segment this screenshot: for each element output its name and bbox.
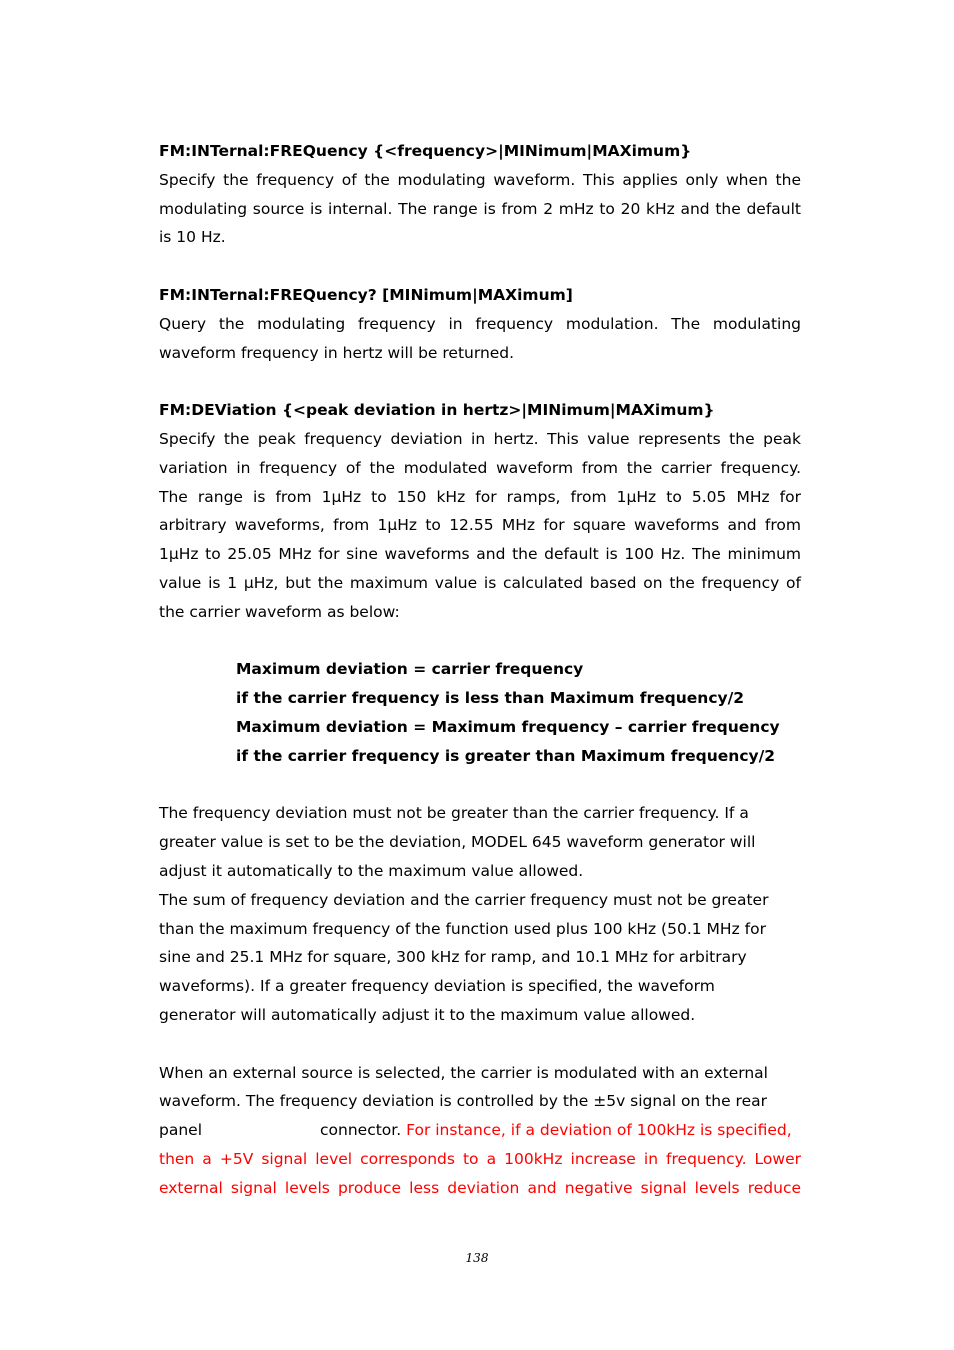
body-text: connector. <box>320 1121 402 1140</box>
body-line: The sum of frequency deviation and the carrier frequency must not be greater <box>159 890 769 909</box>
formula-line: Maximum deviation = Maximum frequency – carrier frequency <box>236 717 780 736</box>
body-line: waveform. The frequency deviation is controlled by the ±5v signal on the rear <box>159 1092 767 1111</box>
highlighted-line: external signal levels produce less deviation and negative signal levels reduce <box>159 1178 801 1197</box>
body-line-mixed <box>159 1116 801 1145</box>
command-heading: FM:DEViation {<peak deviation in hertz>|MINimum|MAXimum} <box>159 401 715 420</box>
body-line: 1μHz to 25.05 MHz for sine waveforms and the default is 100 Hz. The minimum <box>159 545 801 564</box>
body-line: modulating source is internal. The range is from 2 mHz to 20 kHz and the default <box>159 199 801 218</box>
command-heading: FM:INTernal:FREQuency? [MINimum|MAXimum] <box>159 285 573 304</box>
formula-line: Maximum deviation = carrier frequency <box>236 660 584 679</box>
highlighted-line: then a +5V signal level corresponds to a 100kHz increase in frequency. Lower <box>159 1149 801 1168</box>
body-line: When an external source is selected, the carrier is modulated with an external <box>159 1063 768 1082</box>
body-line: Query the modulating frequency in frequency modulation. The modulating <box>159 314 801 333</box>
body-line: value is 1 μHz, but the maximum value is calculated based on the frequency of <box>159 573 801 592</box>
formula-line: if the carrier frequency is greater than Maximum frequency/2 <box>236 746 776 765</box>
body-line: is 10 Hz. <box>159 228 226 247</box>
formula-line: if the carrier frequency is less than Maximum frequency/2 <box>236 689 745 708</box>
body-line: the carrier waveform as below: <box>159 602 400 621</box>
body-line: arbitrary waveforms, from 1μHz to 12.55 MHz for square waveforms and from <box>159 516 801 535</box>
body-line: The frequency deviation must not be greater than the carrier frequency. If a <box>159 804 749 823</box>
body-text: panel <box>159 1121 203 1140</box>
document-body <box>159 137 801 1202</box>
body-line: waveforms). If a greater frequency deviation is specified, the waveform <box>159 977 715 996</box>
body-line: waveform frequency in hertz will be returned. <box>159 343 515 362</box>
command-heading: FM:INTernal:FREQuency {<frequency>|MINimum|MAXimum} <box>159 142 692 160</box>
body-line: adjust it automatically to the maximum value allowed. <box>159 861 584 880</box>
body-line: variation in frequency of the modulated waveform from the carrier frequency. <box>159 458 801 477</box>
body-line: Specify the peak frequency deviation in hertz. This value represents the peak <box>159 429 801 448</box>
body-line: generator will automatically adjust it to the maximum value allowed. <box>159 1005 696 1024</box>
highlighted-text: For instance, if a deviation of 100kHz is specified, <box>401 1121 792 1140</box>
body-line: than the maximum frequency of the function used plus 100 kHz (50.1 MHz for <box>159 919 766 938</box>
body-line: The range is from 1μHz to 150 kHz for ramps, from 1μHz to 5.05 MHz for <box>159 487 801 506</box>
body-line: sine and 25.1 MHz for square, 300 kHz for ramp, and 10.1 MHz for arbitrary <box>159 948 747 967</box>
body-line: greater value is set to be the deviation, MODEL 645 waveform generator will <box>159 833 756 852</box>
body-line: Specify the frequency of the modulating waveform. This applies only when the <box>159 170 801 189</box>
page-number: 138 <box>465 1251 489 1265</box>
